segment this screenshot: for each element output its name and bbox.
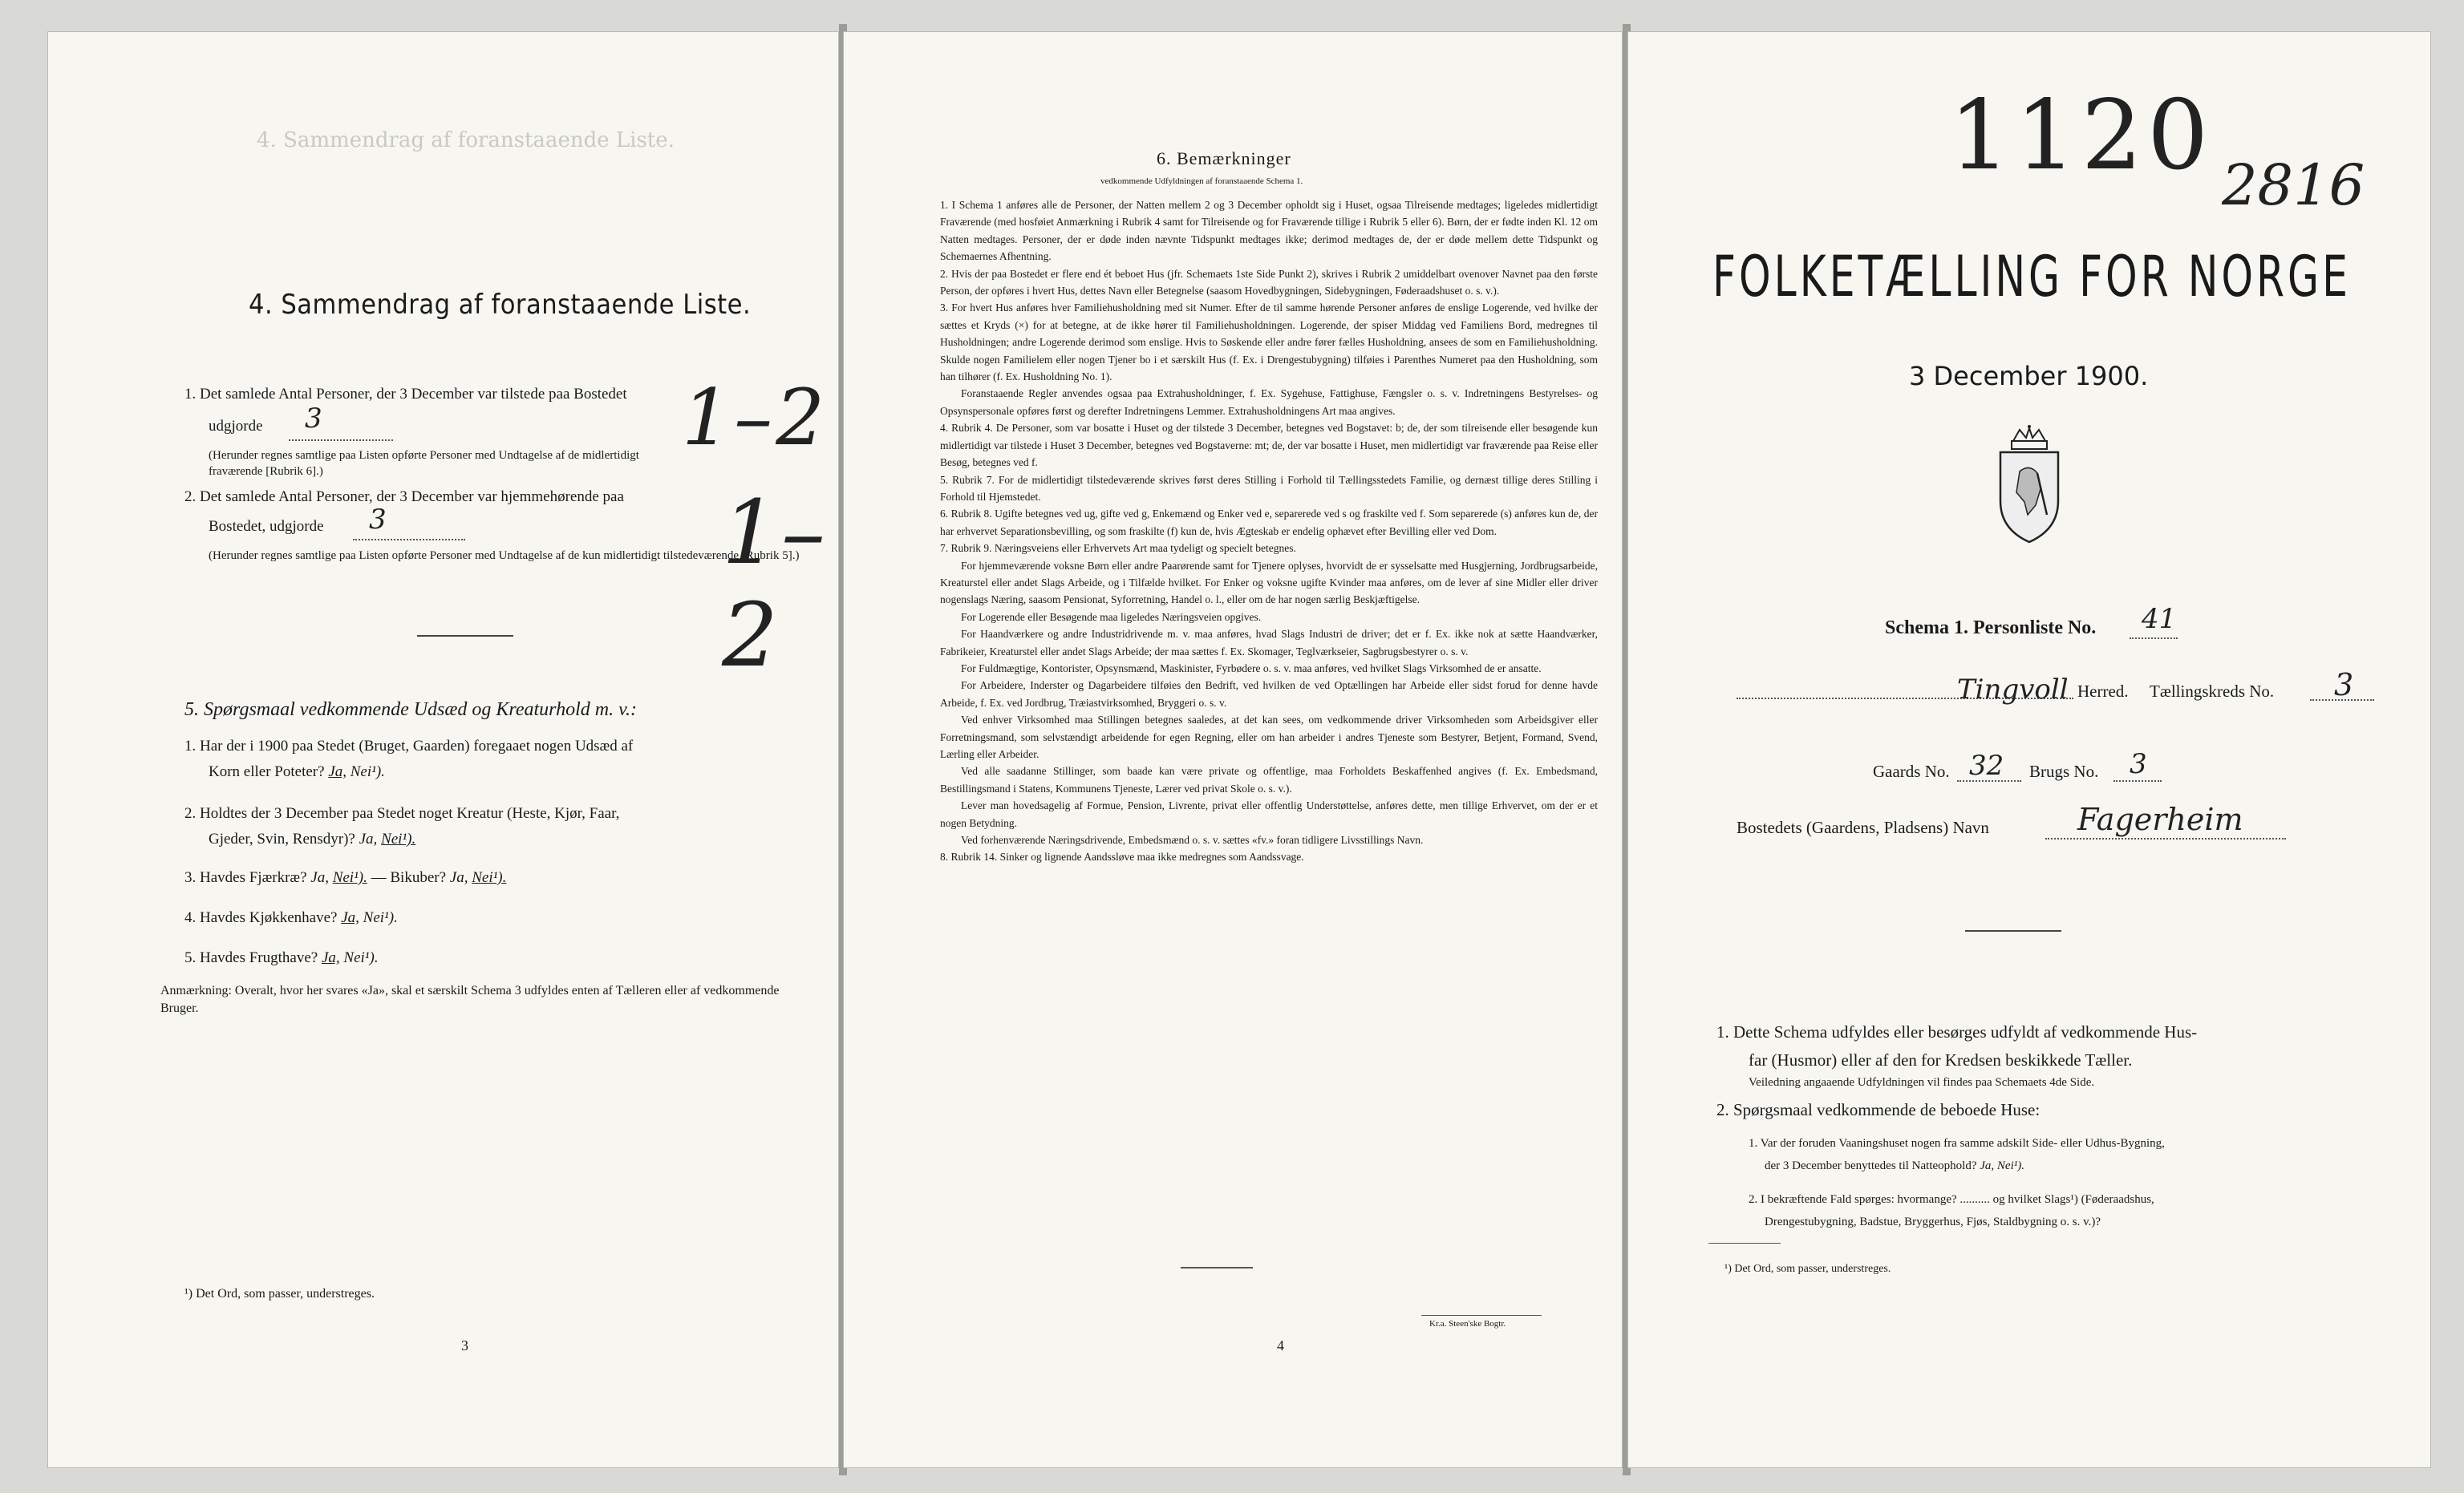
right-footnote: ¹) Det Ord, som passer, understreges. bbox=[1724, 1263, 1891, 1275]
archive-number-1: 1120 bbox=[1949, 80, 2214, 192]
census-date: 3 December 1900. bbox=[1909, 361, 2149, 391]
q5-nei: Nei¹). bbox=[343, 949, 379, 966]
item2-value: 3 bbox=[369, 504, 387, 536]
middle-divider bbox=[1181, 1267, 1253, 1268]
remark-8: 8. Rubrik 14. Sinker og lignende Aandssløve maa ikke medregnes som Aandssvage. bbox=[940, 851, 1304, 864]
item2-dotline bbox=[353, 539, 465, 540]
remark-1: 1. I Schema 1 anføres alle de Personer, der Natten mellem 2 og 3 December opholdt sig i Huset, ogsaa Tilreisende medtages; ligeledes midlertidigt Fraværende (med hosføiet Anmærkning i Rubrik 4 samt for Tilreisende og for Fraværende tillige i Rubrik 5 eller 6). Børn, der er fødte inden Kl. 12 om Natten medtages. Personer, der er døde inden nævnte Tidspunkt medtages ikke; derimod medtages de, der er døde mellem dette Tidspunkt og Schemaernes Afhentning. bbox=[940, 199, 1598, 263]
herred-value: Tingvoll bbox=[1957, 674, 2069, 706]
schema-value: 41 bbox=[2142, 603, 2177, 635]
left-footnote: ¹) Det Ord, som passer, understreges. bbox=[184, 1287, 375, 1301]
q1-line1: 1. Har der i 1900 paa Stedet (Bruget, Gaarden) foregaaet nogen Udsæd af bbox=[184, 738, 634, 755]
item1-prefix: udgjorde bbox=[209, 418, 263, 435]
item2-note: (Herunder regnes samtlige paa Listen opførte Personer med Undtagelse af de kun midlertidigt tilstedeværende [Rubrik 5].) bbox=[209, 549, 800, 562]
item2-line1: 2. Det samlede Antal Personer, der 3 December var hjemmehørende paa bbox=[184, 488, 624, 505]
gaards-value: 32 bbox=[1969, 750, 2004, 782]
section-4-title: 4. Sammendrag af foranstaaende Liste. bbox=[249, 289, 752, 321]
left-page bbox=[48, 32, 838, 1467]
middle-page bbox=[844, 32, 1622, 1467]
remark-3b: Foranstaaende Regler anvendes ogsaa paa Extrahusholdninger, f. Ex. Sygehuse, Fattighuse, Fængsler o. s. v. Indretningens Bestyrelses- og Opsynspersonale opføres først og derefter Indretningens Lemmer. Extrahusholdningens Art maa angives. bbox=[940, 387, 1598, 417]
remark-7f: Ved enhver Virksomhed maa Stillingen betegnes saaledes, at det kan sees, om vedkommende driver Virksomheden som Arbeidsgiver eller Forretningsmand, som selvstændigt arbeidende for egen Regning, eller om han arbeider i andres Tjeneste som Bestyrer, Betjent, Formand, Svend, Lærling eller Arbeider. bbox=[940, 714, 1598, 760]
remark-7: 7. Rubrik 9. Næringsveiens eller Erhvervets Art maa tydeligt og specielt betegnes. bbox=[940, 542, 1296, 555]
remark-7d: For Fuldmægtige, Kontorister, Opsynsmænd, Maskinister, Fyrbødere o. s. v. maa anføres, ved hvilket Slags Virksomhed de er ansatte. bbox=[961, 662, 1542, 674]
remarks-title: 6. Bemærkninger bbox=[1157, 148, 1291, 168]
middle-page-number: 4 bbox=[1277, 1337, 1284, 1353]
section-5-title: 5. Spørgsmaal vedkommende Udsæd og Kreaturhold m. v.: bbox=[184, 699, 637, 720]
remark-7c: For Haandværkere og andre Industridrivende m. v. maa anføres, hvad Slags Industri de driver; det er f. Ex. ikke nok at sætte Haandværker, Fabrikeier, Kreaturstel eller andet Slags Arbeide; der maa sættes f. Ex. Skomager, Teglværkseier, Sagbrugsbestyrer o. s. v. bbox=[940, 628, 1598, 657]
remark-5: 5. Rubrik 7. For de midlertidigt tilstedeværende skrives først deres Stilling i Forhold til Tællingsstedets Familie, og dernæst tillige deres Stilling i Forhold til Hjemstedet. bbox=[940, 473, 1598, 503]
remark-7i: Ved forhenværende Næringsdrivende, Embedsmænd o. s. v. sættes «fv.» foran tidligere Livsstillings Navn. bbox=[961, 834, 1424, 847]
q3-ja: Ja, bbox=[310, 869, 329, 886]
remark-7b: For Logerende eller Besøgende maa ligeledes Næringsveien opgives. bbox=[961, 610, 1262, 623]
q1-ja: Ja, bbox=[328, 763, 346, 780]
handwritten-annotation-2: 1–2 bbox=[722, 481, 829, 686]
q1-nei: Nei¹). bbox=[350, 763, 385, 780]
remark-7e: For Arbeidere, Inderster og Dagarbeidere tilføies den Bedrift, ved hvilken de ved Optællingen har Arbeide eller sidst forud for denne havde Arbeide, f. Ex. ved Jordbrug, Træiastvirksomhed, Bryggeri o. s. v. bbox=[940, 679, 1598, 709]
q4-nei: Nei¹). bbox=[363, 909, 398, 926]
instr1-line3: Veiledning angaaende Udfyldningen vil findes paa Schemaets 4de Side. bbox=[1749, 1076, 2095, 1089]
q2-line2: Gjeder, Svin, Rensdyr)? Ja, Nei¹). bbox=[209, 831, 416, 848]
coat-of-arms-icon bbox=[1989, 425, 2069, 548]
q3-line: 3. Havdes Fjærkræ? Ja, Nei¹). — Bikuber? Ja, Nei¹). bbox=[184, 869, 507, 886]
q2-line1: 2. Holdtes der 3 December paa Stedet noget Kreatur (Heste, Kjør, Faar, bbox=[184, 805, 620, 822]
herred-label: Herred. bbox=[2077, 682, 2129, 701]
q4-line: 4. Havdes Kjøkkenhave? Ja, Nei¹). bbox=[184, 909, 398, 926]
brugs-dotline bbox=[2113, 780, 2162, 782]
kreds-value: 3 bbox=[2334, 667, 2354, 702]
instr2-2-line2: Drengestubygning, Badstue, Bryggerhus, Fjøs, Staldbygning o. s. v.)? bbox=[1765, 1216, 2101, 1228]
right-page bbox=[1628, 32, 2430, 1467]
remarks-list bbox=[940, 196, 1598, 866]
remark-4: 4. Rubrik 4. De Personer, som var bosatte i Huset og der tilstede 3 December, betegnes ved Bogstavet: b; de, der som tilreisende eller besøgende kun midlertidigt var tilstede i Huset 3 December, betegnes ved Bogstaverne: mt; de, der var bosatte i Huset, men midlertidigt var fraværende paa Reise eller Besøg, betegnes ved f. bbox=[940, 422, 1598, 469]
item1-value: 3 bbox=[305, 403, 322, 435]
divider bbox=[417, 635, 513, 637]
item1-note: (Herunder regnes samtlige paa Listen opførte Personer med Undtagelse af de midlertidigt fraværende [Rubrik 6].) bbox=[209, 449, 639, 478]
printer-mark: Kr.a. Steen'ske Bogtr. bbox=[1429, 1319, 1506, 1329]
q3b-nei: Nei¹). bbox=[472, 869, 507, 886]
bosted-value: Fagerheim bbox=[2077, 802, 2243, 837]
item2-prefix: Bostedet, udgjorde bbox=[209, 518, 324, 535]
instr1-line1: 1. Dette Schema udfyldes eller besørges udfyldt af vedkommende Hus- bbox=[1716, 1022, 2198, 1042]
item1-line1: 1. Det samlede Antal Personer, der 3 December var tilstede paa Bostedet bbox=[184, 386, 627, 403]
q4-ja: Ja, bbox=[341, 909, 359, 926]
remark-3: 3. For hvert Hus anføres hver Familiehusholdning med sit Numer. Efter de til samme hørende Personer anføres de enslige Logerende, ved hvilke der sættes et Kryds (×) for at betegne, at de ikke hører til Familiehusholdningen. Logerende, der spiser Middag ved Familiens Bord, medregnes til Husholdningen; andre Logerende derimod som enslige. Hvis to Søskende eller andre fører fælles Husholdning, ansees de som en Familiehusholdning. Skulde nogen Familielem eller nogen Tjener bo i et særskilt Hus (f. Ex. i Drengestubygning) tilføies i Parenthes Numeret paa den Husholdning, som han tilhører (f. Ex. Husholdning No. 1). bbox=[940, 301, 1598, 383]
instr2-2-line1: 2. I bekræftende Fald spørges: hvormange? .......... og hvilket Slags¹) (Føderaadshus, bbox=[1749, 1193, 2154, 1206]
remark-2: 2. Hvis der paa Bostedet er flere end ét beboet Hus (jfr. Schemaets 1ste Side Punkt 2), skrives i Rubrik 2 umiddelbart ovenover Navnet paa den første Person, der opføres i hvert Hus, dettes Navn eller Betegnelse (saasom Hovedbygningen, Sidebygningen, Føderaadshuset o. s. v.). bbox=[940, 267, 1598, 297]
schema-label: Schema 1. Personliste No. bbox=[1885, 617, 2097, 638]
handwritten-annotation-1: 1–2 bbox=[682, 373, 829, 463]
remark-7h: Lever man hovedsagelig af Formue, Pension, Livrente, privat eller offentlig Understøttelse, anføres dette, men tillige Erhvervet, om der er et nogen Betydning. bbox=[940, 799, 1598, 829]
instr2-1-line2: der 3 December benyttedes til Natteophold? Ja, Nei¹). bbox=[1765, 1159, 2024, 1172]
printer-rule bbox=[1421, 1315, 1542, 1316]
remarks-subtitle: vedkommende Udfyldningen af foranstaaende Schema 1. bbox=[1100, 176, 1303, 186]
gaards-label: Gaards No. bbox=[1873, 762, 1950, 781]
bosted-dotline bbox=[2045, 838, 2286, 840]
q1-line2: Korn eller Poteter? Ja, Nei¹). bbox=[209, 763, 385, 780]
brugs-label: Brugs No. bbox=[2029, 762, 2099, 781]
instr1-line2: far (Husmor) eller af den for Kredsen beskikkede Tæller. bbox=[1749, 1050, 2133, 1070]
remark-6: 6. Rubrik 8. Ugifte betegnes ved ug, gifte ved g, Enkemænd og Enker ved e, separerede ved s og fraskilte ved f. Som separerede (s) anføres kun de, der har erhvervet Separationsbevilling, og som fraskilte (f) kun de, hvis Ægteskab er endelig ophævet efter Bevilling eller ved Dom. bbox=[940, 508, 1598, 537]
kreds-dotline bbox=[2310, 699, 2374, 701]
item1-dotline bbox=[289, 439, 393, 441]
q5-line: 5. Havdes Frugthave? Ja, Nei¹). bbox=[184, 949, 379, 966]
q2-ja: Ja, bbox=[359, 831, 378, 848]
bosted-label: Bostedets (Gaardens, Pladsens) Navn bbox=[1737, 818, 1989, 837]
schema-dotline bbox=[2130, 637, 2178, 639]
brugs-value: 3 bbox=[2130, 748, 2147, 780]
archive-number-2: 2816 bbox=[2222, 152, 2365, 218]
right-divider bbox=[1965, 930, 2061, 932]
instr2-1-line1: 1. Var der foruden Vaaningshuset nogen fra samme adskilt Side- eller Udhus-Bygning, bbox=[1749, 1137, 2165, 1150]
instr2-1-answer: Ja, Nei¹). bbox=[1980, 1159, 2024, 1172]
faint-bleed-heading: 4. Sammendrag af foranstaaende Liste. bbox=[257, 128, 675, 152]
instr2: 2. Spørgsmaal vedkommende de beboede Huse: bbox=[1716, 1100, 2040, 1119]
q5-ja: Ja, bbox=[321, 949, 340, 966]
remark-7g: Ved alle saadanne Stillinger, som baade kan være private og offentlige, maa Forholdets Beskaffenhed angives (f. Ex. Embedsmand, Bestillingsmand i Statens, Kommunens Tjeneste, Lærer ved privat Skole o. s. v.). bbox=[940, 765, 1598, 795]
left-page-number: 3 bbox=[461, 1337, 468, 1353]
q3b-ja: Ja, bbox=[449, 869, 468, 886]
q3-nei: Nei¹). bbox=[332, 869, 367, 886]
kreds-label: Tællingskreds No. bbox=[2150, 682, 2275, 701]
census-title: FOLKETÆLLING FOR NORGE bbox=[1712, 245, 2351, 310]
q2-nei: Nei¹). bbox=[381, 831, 416, 848]
remark-7a: For hjemmeværende voksne Børn eller andre Paarørende samt for Tjenere oplyses, hvorvidt de er sysselsatte med Husgjerning, Jordbrugsarbeide, Kreaturstel eller andet Slags Arbeide, og i Tilfælde hvilket. For Enker og voksne ugifte Kvinder maa anføres, om de lever af sine Midler eller driver nogenslags Næring, saasom Pensionat, Syforretning, Handel o. l., eller om de har nogen særlig Beskjæftigelse. bbox=[940, 559, 1598, 606]
footnote-rule bbox=[1708, 1243, 1781, 1244]
gaards-dotline bbox=[1957, 780, 2021, 782]
section-5-note: Anmærkning: Overalt, hvor her svares «Ja», skal et særskilt Schema 3 udfyldes enten af Tælleren eller af vedkommende Bruger. bbox=[160, 984, 780, 1015]
